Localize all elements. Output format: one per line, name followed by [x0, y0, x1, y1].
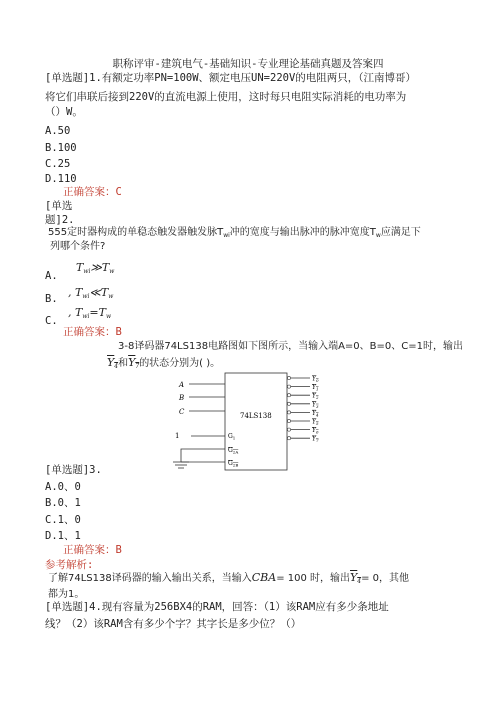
q2-img-text-c: 应满足下 [380, 227, 421, 238]
output-bubble-y6 [287, 428, 290, 431]
q3-option-b: B.0、1 [45, 497, 81, 509]
q1-option-a: A.50 [45, 125, 71, 137]
q2-answer: 正确答案：B [63, 326, 122, 338]
q4-text-line1: [单选题]4.现有容量为256BX4的RAM，回答：（1）该RAM应有多少条地址 [45, 601, 389, 613]
input-b-label: B [179, 394, 185, 402]
q2-img-text-b: 冲的宽度与输出脉冲的脉冲宽度T [229, 227, 376, 238]
output-bubble-y0 [287, 376, 290, 379]
q2-option-c-label: C. [45, 315, 58, 327]
output-bubble-y2 [287, 394, 290, 397]
g1-pin-label: $G_1$ [228, 433, 236, 441]
g2a-pin-label: $G_{2A}$ [228, 447, 239, 455]
chip-label: 74LS138 [240, 412, 272, 420]
q1-answer: 正确答案：C [63, 186, 122, 198]
q1-option-d: D.110 [45, 173, 77, 185]
output-labels [312, 376, 319, 444]
output-wires [287, 376, 310, 439]
output-label-y3: $Y_3$ [312, 401, 319, 409]
output-label-y1: $Y_1$ [312, 384, 319, 392]
g1-input-value: 1 [175, 432, 180, 440]
q2-question-image-line1 [48, 226, 421, 241]
output-bubble-y1 [287, 385, 290, 388]
q1-option-c: C.25 [45, 158, 71, 170]
q1-text-line2: 将它们串联后接到220V的直流电源上使用，这时每只电阻实际消耗的电功率为 [45, 91, 407, 103]
q2-tag-line1: [单选 [45, 200, 73, 212]
output-label-y2: $Y_2$ [312, 392, 319, 401]
g2a-wire [181, 449, 225, 462]
q2-option-a-expr: Twi≫Tw [75, 261, 115, 275]
decoder-circuit-diagram [165, 370, 335, 475]
q3-y7-label: Y7 [128, 356, 140, 370]
q2-option-a-label: A. [45, 270, 58, 282]
q1-text-line1: [单选题]1.有额定功率PN=100W、额定电压UN=220V的电阻两只，（江南博哥） [45, 72, 417, 84]
g2b-pin-label: $G_{2B}$ [228, 460, 239, 468]
q3-question-image-line1: 3-8译码器74LS138电路图如下图所示，当输入端A=0、B=0、C=1时，输出 [118, 341, 463, 352]
q3-img-line2-tail: 的状态分别为( )。 [139, 358, 221, 369]
output-label-y6: $Y_6$ [312, 427, 319, 435]
q3-and-text: 和 [118, 358, 129, 369]
q2-option-c-expr: , Twi=Tw [67, 306, 112, 320]
q2-sub-w: w [375, 232, 381, 239]
q3-answer: 正确答案：B [63, 544, 122, 556]
q2-question-image-line2: 列哪个条件? [50, 241, 106, 252]
output-label-y5: $Y_5$ [312, 418, 319, 426]
q1-text-line3: （）W。 [45, 106, 83, 118]
q3-analysis-line1: 了解74LS138译码器的输入输出关系，当输入CBA= 100 时，输出Y4= 0，其他 [48, 571, 410, 585]
decoder-chip-body [225, 373, 287, 470]
q1-option-b: B.100 [45, 142, 77, 154]
q3-option-c: C.1、0 [45, 514, 81, 526]
output-label-y4: $Y_4$ [312, 409, 319, 418]
output-label-y7: $Y_7$ [312, 435, 319, 444]
q2-tag-line2: 题]2. [45, 214, 75, 226]
output-label-y0: $Y_0$ [312, 375, 319, 383]
q2-sub-wi: wi [223, 232, 230, 239]
q2-option-b-expr: , Twi≪Tw [67, 286, 114, 300]
input-a-label: A [179, 381, 185, 389]
q3-option-a: A.0、0 [45, 481, 81, 493]
output-bubble-y5 [287, 419, 290, 422]
q3-analysis-label: 参考解析: [45, 559, 94, 571]
document-title: 职称评审-建筑电气-基础知识-专业理论基础真题及答案四 [112, 58, 384, 70]
output-bubble-y4 [287, 411, 290, 414]
q3-option-d: D.1、1 [45, 530, 81, 542]
q2-img-text-a: 555定时器构成的单稳态触发器触发脉T [48, 227, 224, 238]
q3-analysis-line2: 都为1。 [48, 589, 85, 600]
q3-tag: [单选题]3. [45, 464, 102, 476]
input-c-label: C [179, 408, 185, 416]
output-bubble-y3 [287, 402, 290, 405]
q4-text-line2: 线？（2）该RAM含有多少个字？其字长是多少位？（） [45, 618, 302, 630]
q2-option-b-label: B. [45, 293, 58, 305]
output-bubble-y7 [287, 437, 290, 440]
q3-y4-label: Y4 [107, 356, 119, 370]
q2-option-a [45, 261, 115, 285]
